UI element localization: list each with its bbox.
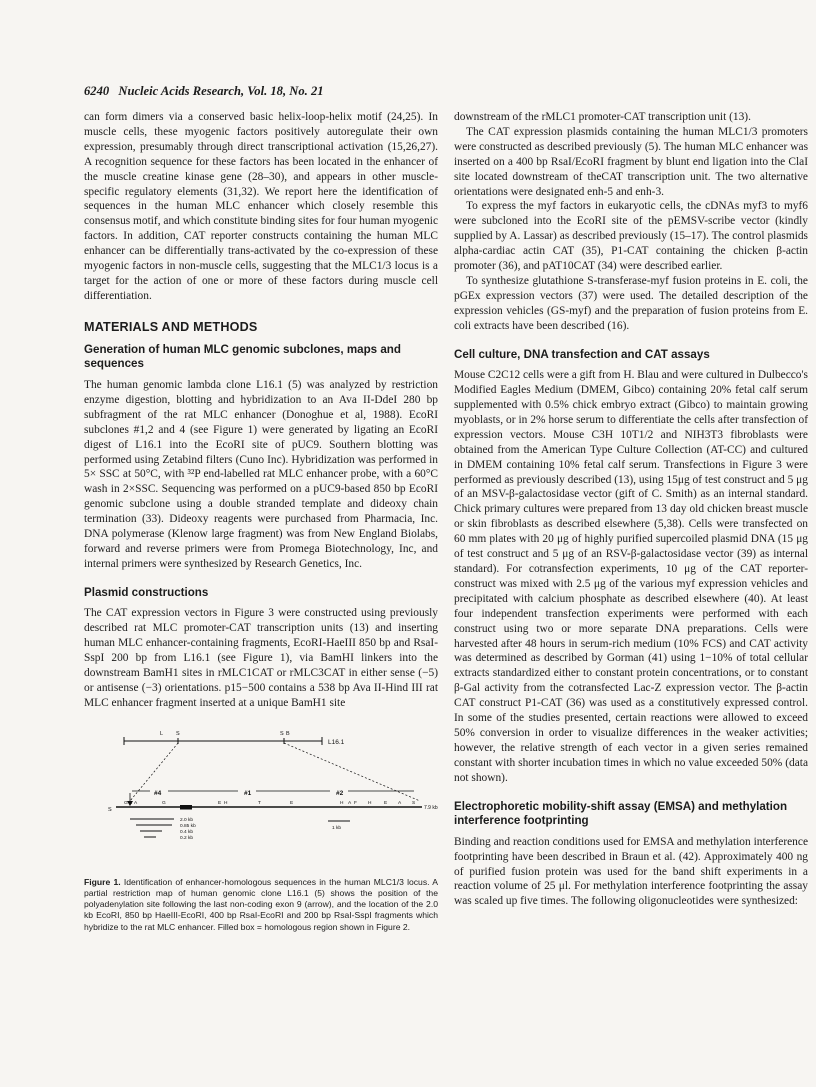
fragment-label: 0.85 kb [180,823,196,829]
map-letter: S [108,806,112,813]
expansion-line [284,743,420,801]
map-letter: G [162,800,166,806]
map-letter: A [348,800,352,806]
page-number: 6240 [84,84,110,98]
map-letter: G [124,800,128,806]
subclone-label: #2 [336,789,344,797]
section-title: MATERIALS AND METHODS [84,319,258,334]
map-letter: S [412,800,416,806]
figure-caption [84,877,438,933]
map-letter: H [224,800,228,806]
paragraph-continued: downstream of the rMLC1 promoter-CAT transcription unit (13). [454,111,751,123]
map-letter: H [340,800,344,806]
subsection-text-plasmid: The CAT expression vectors in Figure 3 were constructed using previously described rat MLC promoter-CAT transcription units (13) and inserting human MLC enhancer-containing fragments, EcoRI-HaeIII 850 bp and RsaI-SspI 200 bp from L16.1 (see Figure 1), via BamHI linkers into the downstream BamH1 sites in rMLC1CAT or rMLC3CAT in either sense (−5) or antisense (−3) orientations. p15−500 contains a 538 bp Ava II-Hind III rat MLC enhancer fragment inserted at a unique BamH1 site [84,607,438,709]
scale-label: 1 kb [332,825,342,831]
left-column [84,110,438,933]
clone-site-label: B [286,730,290,737]
clone-label: L16.1 [328,738,345,746]
homologous-region-box [180,805,192,810]
map-letter: E [290,800,294,806]
figure-caption-label: Figure 1. [84,876,121,887]
figure-1 [84,725,438,873]
subsection-title-plasmid: Plasmid constructions [84,585,209,599]
subsection-text-genomic: The human genomic lambda clone L16.1 (5) was analyzed by restriction enzyme digestion, blotting and hybridization to an Ava II-DdeI 280 bp subfragment of the rat MLC enhancer (Donoghue et al, 1988). EcoRI subclones #1,2 and 4 (see Figure 1) were generated by ligating an EcoRI digest of L16.1 into the EcoRI site of pUC9. Southern blotting was performed using Zetabind filters (Cuno Inc). Hybridization was performed in 5× SSC at 50°C, with ³²P end-labelled rat MLC enhancer probe, with a 60°C wash in 2×SSC. Sequencing was performed on a pUC9-based 850 bp EcoRI genomic subclone using a double stranded template and dideoxy chain termination (33). Dideoxy reagents were purchased from Pharmacia, Inc. DNA polymerase (Klenow large fragment) was from New England Biolabs, forward and reverse primers were from Promega Biotechnology, Inc, and internal primers were synthesized by Research Genetics, Inc. [84,378,438,570]
map-letter: A [134,800,138,806]
fragment-label: 2.0 kb [180,817,194,823]
clone-site-label: S [176,730,180,737]
subsection-title-emsa: Electrophoretic mobility-shift assay (EMSA) and methylation interference footprinting [454,799,788,828]
intro-paragraph: can form dimers via a conserved basic helix-loop-helix motif (24,25). In muscle cells, these myogenic factors positively autoregulate their own expression, presumably through direct transcriptional activation (15,26,27). A recognition sequence for these factors has been located in the enhancer of the muscle creatine kinase gene (28–30), and appears in other muscle-specific regulatory elements (31,32). We report here the identification of sequences in the human MLC enhancer which closely resemble this consensus motif, and which constitute binding sites for four human myogenic factors. In addition, CAT reporter constructs containing the human MLC enhancer can be differentially trans-activated by the co-expression of these myogenic factors in non-muscle cells, suggesting that the MLC1/3 locus is a target for the action of one or more of these factors during muscle cell differentiation. [84,111,438,302]
restriction-map-diagram [84,725,438,873]
map-letter: E [218,800,222,806]
fragment-label: 0.4 kb [180,829,194,835]
figure-caption-text: Identification of enhancer-homologous sequences in the human MLC1/3 locus. A partial restriction map of human genomic clone L16.1 (5) shows the position of the polyadenylation site following the last non-coding exon 9 (arrow), and the location of the 2.0 kb EcoRI, 850 bp HaeIII-EcoRI, 400 bp RsaI-EcoRI and 200 bp RsaI-SspI fragments which hybridize to the rat MLC enhancer. Filled box = homologous region shown in Figure 2. [84,876,438,932]
clone-site-label: L [160,730,164,737]
subsection-text-cell-culture: Mouse C2C12 cells were a gift from H. Blau and were cultured in Dulbecco's Modified Eagles Medium (DMEM, Gibco) containing 20% fetal calf serum supplemented with 0.5% chick embryo extract (Gibco) to maintain growing myoblasts, or in 2% horse serum to differentiate the cells after transfection of expression vectors. Mouse C3H 10T1/2 and NIH3T3 fibroblasts were obtained from the American Type Culture Collection (AT-CC) and cultured in DMEM containing 10% fetal calf serum. Transfections in Figure 3 were performed as previously described (13), using 15μg of test construct and 5 μg of an MSV-β-galactosidase vector (gift of C. Smith) as an internal standard. Chick primary cultures were prepared from 13 day old chicken breast muscle or skin fibroblasts as described elsewhere (5,38). Cells were transfected on 60 mm plates with 20 μg of highly purified supercoiled plasmid DNA (15 μg of test construct and 5 μg of an RSV-β-galactosidase vector (39) as internal standard). For cotransfection experiments, 10 μg of the CAT reporter-construct was mixed with 2.5 μg of the various myf expression vehicles and precipitated with calcium phosphate as described elsewhere (40). At least four independent transfection experiments were performed with each construct using two or more separate DNA preparations. Cells were harvested after 48 hours in serum-rich medium (10% FCS) and CAT activity was determined as described by Gorman (41) using 1−10% of total cellular extracts standardized either to constant protein concentrations, or to constant β-Gal activity from the cotransfected Lac-Z expression vector. The β-actin CAT construct P1-CAT (36) was used as a constitutively expressed control. In some of the studies presented, certain reactions were allowed to exceed 50% conversion in order to visualize differences in the weaker activities; however, the relative strength of each vector in a given series remained constant with shorter incubation times in which no value exceeded 50% (data not shown). [454,369,808,784]
subsection-title-genomic: Generation of human MLC genomic subclones, maps and sequences [84,342,401,371]
paragraph-promoters: The CAT expression plasmids containing the human MLC1/3 promoters were constructed as described previously (5). The human MLC enhancer was inserted on a 400 bp RsaI/EcoRI fragment by blunt end ligation into the ClaI site located downstream of theCAT transcription unit. The two alternative orientations were designated enh-5 and enh-3. [454,125,808,198]
map-letter: T [258,800,261,806]
subsection-title-cell-culture: Cell culture, DNA transfection and CAT assays [454,347,710,361]
running-header [84,84,444,99]
paragraph-fusion-proteins: To synthesize glutathione S-transferase-myf fusion proteins in E. coli, the pGEx expression vectors (37) were used. The detailed description of the expression vehicles (GS-myf) and the preparation of fusion proteins from E. coli extracts have been described (16). [454,274,808,332]
subclone-label: #4 [154,789,162,797]
paragraph-myf-expression: To express the myf factors in eukaryotic cells, the cDNAs myf3 to myf6 were subcloned into the EcoRI site of the pEMSV-scribe vector (kindly supplied by A. Lassar) as described previously (15–17). The control plasmids alpha-cardiac actin CAT (35), P1-CAT containing the chicken β-actin promoter (36), and pAT10CAT (34) were described earlier. [454,200,808,273]
map-letter: H [368,800,372,806]
journal-title: Nucleic Acids Research, Vol. 18, No. 21 [118,84,324,98]
clone-site-label: S [280,730,284,737]
map-letter: F [354,800,357,806]
right-column [454,110,808,909]
subclone-label: #1 [244,789,252,797]
map-length-label: 7.9 kb [424,804,438,811]
map-letter: A [398,800,402,806]
subsection-text-emsa: Binding and reaction conditions used for EMSA and methylation interference footprinting have been described in Braun et al. (42). Approximately 400 ng of purified fusion protein was used for the band shift experiments in a reaction volume of 25 μl. For methylation interference footprinting the assay was scaled up five times. The following oligonucleotides were synthesized: [454,835,808,908]
fragment-label: 0.2 kb [180,835,194,841]
map-letter: E [129,800,133,806]
map-letter: E [384,800,388,806]
